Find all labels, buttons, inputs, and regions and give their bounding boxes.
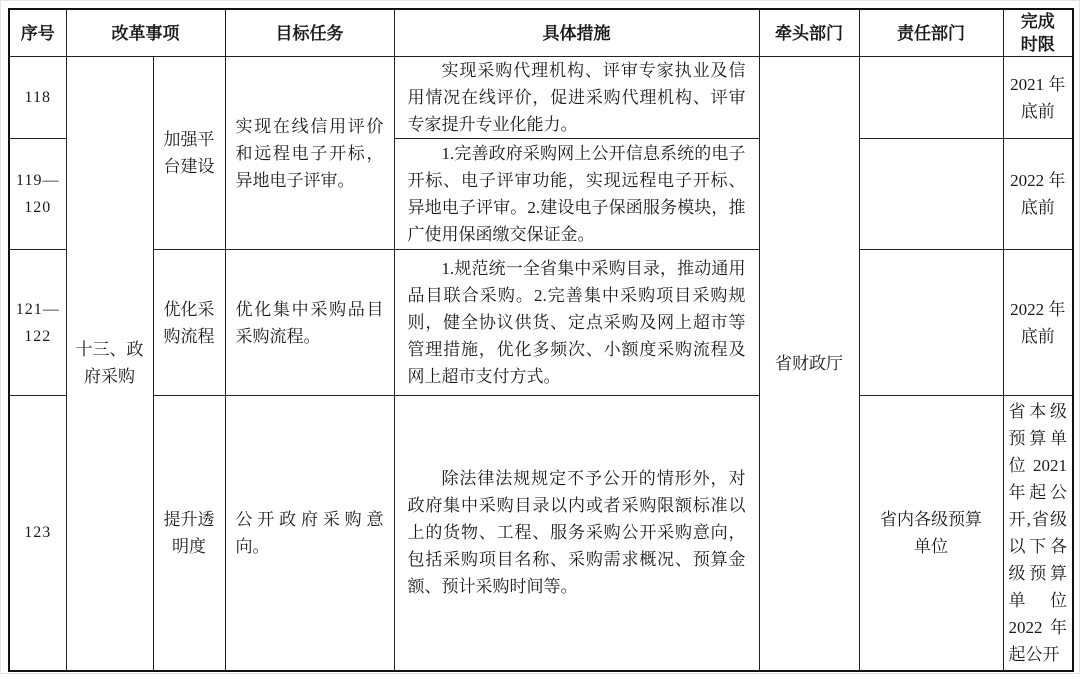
deadline-cell: 2022 年底前: [1003, 250, 1073, 396]
header-lead-department: 牵头部门: [759, 9, 859, 57]
table-row-118: [9, 57, 1073, 139]
reform-table: [8, 8, 1074, 672]
header-target-task: 目标任务: [225, 9, 394, 57]
responsible-department-cell: 省内各级预算单位: [859, 396, 1003, 671]
header-row: [9, 9, 1073, 57]
header-reform-item: 改革事项: [66, 9, 225, 57]
responsible-department-cell: [859, 250, 1003, 396]
reform-category-cell: 十三、政府采购: [66, 57, 153, 671]
reform-subitem-cell: 提升透明度: [153, 396, 225, 671]
serial-cell: 121—122: [9, 250, 66, 396]
serial-cell: 118: [9, 57, 66, 139]
serial-cell: 123: [9, 396, 66, 671]
lead-department-cell: 省财政厅: [759, 57, 859, 671]
measures-cell: 实现采购代理机构、评审专家执业及信用情况在线评价，促进采购代理机构、评审专家提升专业化能力。: [394, 57, 759, 139]
measures-cell: 1.规范统一全省集中采购目录，推动通用品目联合采购。2.完善集中采购项目采购规则，健全协议供货、定点采购及网上超市等管理措施，优化多频次、小额度采购流程及网上超市支付方式。: [394, 250, 759, 396]
measures-cell: 1.完善政府采购网上公开信息系统的电子开标、电子评审功能，实现远程电子开标、异地电子评审。2.建设电子保函服务模块，推广使用保函缴交保证金。: [394, 139, 759, 250]
header-responsible-department: 责任部门: [859, 9, 1003, 57]
target-task-cell: 公开政府采购意向。: [225, 396, 394, 671]
reform-subitem-cell: 加强平台建设: [153, 57, 225, 250]
header-deadline: 完成时限: [1003, 9, 1073, 57]
deadline-cell: 省本级预算单位 2021 年起公开,省级以下各级预算单位 2022 年起公开: [1003, 396, 1073, 671]
table-row-121-122: [9, 250, 1073, 396]
responsible-department-cell: [859, 57, 1003, 139]
serial-cell: 119—120: [9, 139, 66, 250]
responsible-department-cell: [859, 139, 1003, 250]
measures-cell: 除法律法规规定不予公开的情形外，对政府集中采购目录以内或者采购限额标准以上的货物、工程、服务采购公开采购意向，包括采购项目名称、采购需求概况、预算金额、预计采购时间等。: [394, 396, 759, 671]
deadline-cell: 2022 年底前: [1003, 139, 1073, 250]
deadline-cell: 2021 年底前: [1003, 57, 1073, 139]
table-row-123: [9, 396, 1073, 671]
header-serial: 序号: [9, 9, 66, 57]
reform-subitem-cell: 优化采购流程: [153, 250, 225, 396]
header-measures: 具体措施: [394, 9, 759, 57]
target-task-cell: 优化集中采购品目采购流程。: [225, 250, 394, 396]
target-task-cell: 实现在线信用评价和远程电子开标，异地电子评审。: [225, 57, 394, 250]
